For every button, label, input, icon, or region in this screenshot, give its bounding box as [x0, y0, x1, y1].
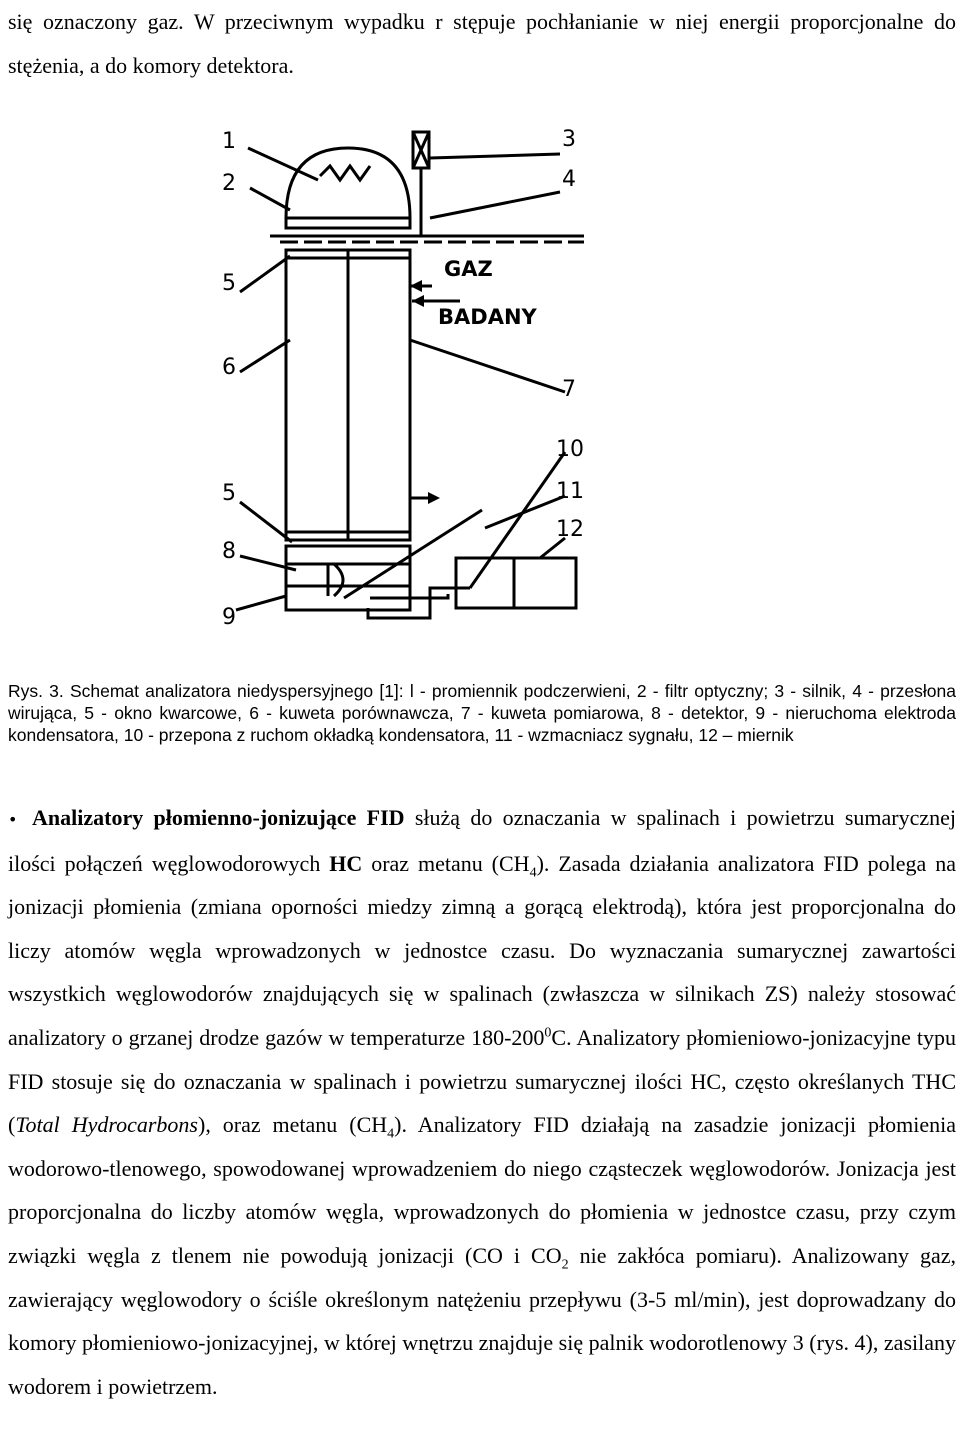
subscript-4-first: 4	[529, 864, 537, 880]
label-9: 9	[222, 605, 236, 630]
fid-paragraph	[8, 796, 956, 1408]
figure-caption: Rys. 3. Schemat analizatora niedyspersyjnego [1]: l - promiennik podczerwieni, 2 - filtr optyczny; 3 - silnik, 4 - przesłona wirująca, 5 - okno kwarcowe, 6 - kuweta porównawcza, 7 - kuweta pomiarowa, 8 - detektor, 9 - nieruchoma elektroda kondensatora, 10 - przepona z ruchom okładką kondensatora, 11 - wzmacniacz sygnału, 12 – miernik	[8, 681, 956, 745]
label-5-top: 5	[222, 271, 236, 296]
paragraph-text-7: nie zakłóca pomiaru). Analizowany gaz, zawierający węglowodory o ściśle określonym natężeniu przepływu (3-5 ml/min), jest doprowadzany do komory płomieniowo-jonizacyjnej, w której wnętrzu znajduje się palnik wodorotlenowy 3 (rys. 4), zasilany wodorem i powietrzem.	[8, 1242, 956, 1399]
heater-filament	[320, 166, 370, 180]
label-6: 6	[222, 355, 236, 380]
top-paragraph: się oznaczony gaz. W przeciwnym wypadku r stępuje pochłanianie w niej energii proporcjonalne do stężenia, a do komory detektora.	[8, 9, 956, 78]
subscript-2: 2	[561, 1257, 569, 1273]
gas-label-line2: BADANY	[438, 305, 537, 329]
optical-filter	[286, 218, 410, 228]
analyzer-schematic-diagram	[200, 118, 600, 638]
label-11: 11	[556, 479, 584, 504]
label-1: 1	[222, 129, 236, 154]
bullet-point: •	[8, 810, 18, 829]
paragraph-text-2: oraz metanu (CH	[362, 850, 530, 876]
label-7: 7	[562, 377, 576, 402]
label-10: 10	[556, 437, 584, 462]
label-8: 8	[222, 539, 236, 564]
gas-label-line1: GAZ	[444, 257, 493, 281]
label-3: 3	[562, 127, 576, 152]
paragraph-lead: Analizatory płomienno-jonizujące FID	[32, 805, 405, 830]
label-4: 4	[562, 167, 576, 192]
paragraph-text-4: C. Analizatory płomieniowo-jonizacyjne typu FID stosuje się do oznaczania w spalinach i powietrzu sumarycznej ilości HC, często określanych THC (	[8, 1024, 956, 1138]
label-5-bottom: 5	[222, 481, 236, 506]
total-hydrocarbons-term: Total Hydrocarbons	[15, 1112, 198, 1138]
paragraph-text-5: ), oraz metanu (CH	[198, 1112, 388, 1138]
hc-term: HC	[329, 850, 363, 876]
superscript-0: 0	[544, 1025, 552, 1041]
paragraph-text-6: ). Analizatory FID działają na zasadzie jonizacji płomienia wodorowo-tlenowego, spowodowanej wprowadzeniem do niego cząsteczek węglowodorów. Jonizacja jest proporcjonalna do liczby atomów węgla, wprowadzonych do płomienia w jednostce czasu, przy czym związki węgla z tlenem nie powodują jonizacji (CO i CO	[8, 1112, 956, 1268]
paragraph-text-3: ). Zasada działania analizatora FID polega na jonizacji płomienia (zmiana oporności miedzy zimną a gorącą elektrodą), która jest proporcjonalna do liczy atomów węgla wprowadzonych w jednostce czasu. Do wyznaczania sumarycznej zawartości wszystkich węglowodorów znajdujących się w spalinach (zwłaszcza w silnikach ZS) należy stosować analizatory o grzanej drodze gazów w temperaturze 180-200	[8, 850, 957, 1050]
label-2: 2	[222, 171, 236, 196]
label-12: 12	[556, 517, 584, 542]
subscript-4-second: 4	[387, 1126, 395, 1142]
reference-cuvette	[286, 250, 348, 540]
paragraph-text-1: służą do oznaczania w spalinach i powietrzu sumarycznej ilości połączeń węglowodorowych	[8, 805, 957, 876]
ir-lamp-dome	[286, 148, 410, 218]
measurement-cuvette	[348, 250, 410, 540]
condenser-membrane	[334, 564, 343, 596]
